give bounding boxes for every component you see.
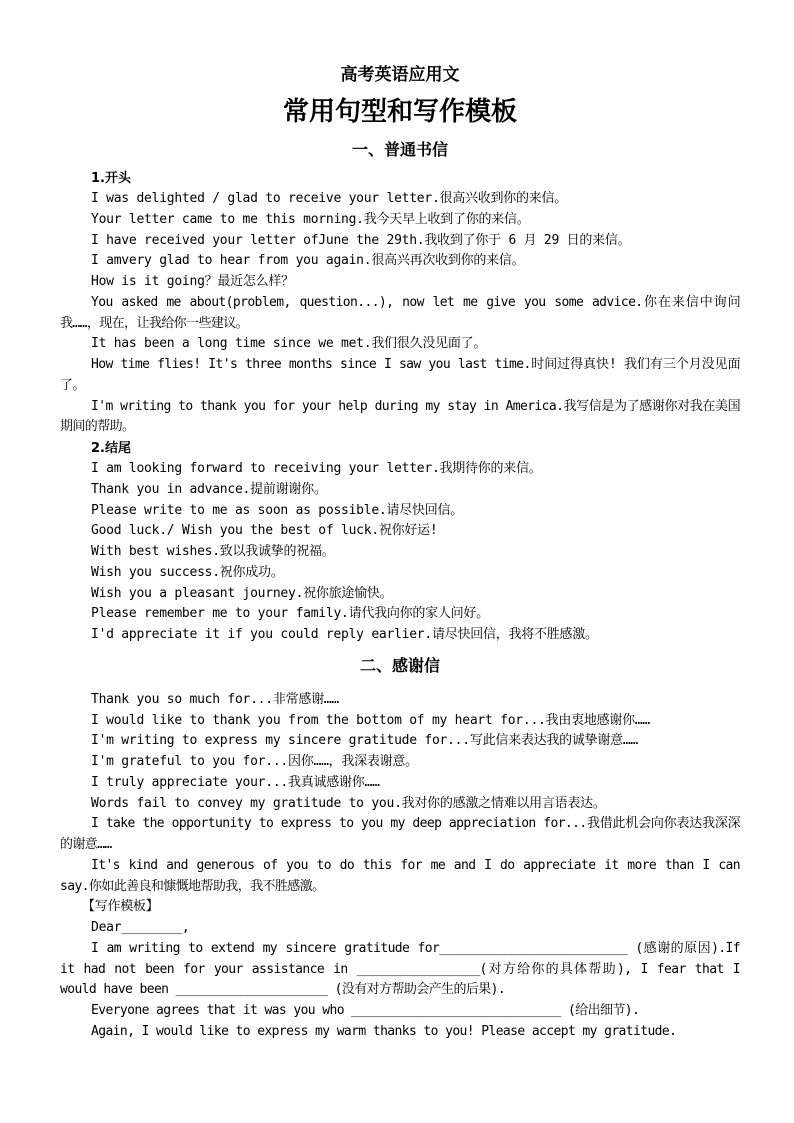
thanks-line: I take the opportunity to express to you my deep appreciation for...我借此机会向你表达我深深的谢意…… xyxy=(60,816,740,852)
thanks-line: I truly appreciate your...我真诚感谢你…… xyxy=(91,774,380,790)
thanks-line: It's kind and generous of you to do this for me and I do appreciate it more than I can say.你如此善良和慷慨地帮助我，我不胜感激。 xyxy=(60,857,740,894)
template-line: Again, I would like to express my warm thanks to you! Please accept my gratitude. xyxy=(91,1023,677,1039)
opening-line: You asked me about(problem, question...), now let me give you some advice.你在来信中询问我……，现在，让我给你一些建议。 xyxy=(60,294,740,331)
closing-line: I am looking forward to receiving your letter.我期待你的来信。 xyxy=(91,461,542,476)
closing-line: Wish you success.祝你成功。 xyxy=(91,564,284,580)
closing-line: Wish you a pleasant journey.祝你旅途愉快。 xyxy=(91,585,393,601)
closing-line: Thank you in advance.提前谢谢你。 xyxy=(91,481,327,497)
template-line: Dear________, xyxy=(91,920,190,935)
thanks-line: Thank you so much for...非常感谢…… xyxy=(91,691,339,707)
closing-line: I'd appreciate it if you could reply earlier.请尽快回信，我将不胜感激。 xyxy=(91,627,598,642)
opening-line: I have received your letter ofJune the 29th.我收到了你于 6 月 29 日的来信。 xyxy=(91,232,631,248)
closing-line: Please write to me as soon as possible.请尽快回信。 xyxy=(91,502,463,518)
closing-line: Please remember me to your family.请代我向你的家人问好。 xyxy=(91,606,489,622)
thanks-line: I would like to thank you from the bottom of my heart for...我由衷地感谢你…… xyxy=(91,712,651,728)
opening-line: Your letter came to me this morning.我今天早上收到了你的来信。 xyxy=(91,211,530,227)
subheading-closing: 2.结尾 xyxy=(91,441,131,456)
closing-line: With best wishes.致以我诚挚的祝福。 xyxy=(91,544,335,559)
opening-line: How is it going？最近怎么样？ xyxy=(91,274,294,289)
opening-line: It has been a long time since we met.我们很久没见面了。 xyxy=(91,336,487,352)
subheading-opening: 1.开头 xyxy=(91,171,131,186)
template-label: 【写作模板】 xyxy=(82,899,159,915)
opening-line: I was delighted / glad to receive your letter.很高兴收到你的来信。 xyxy=(91,191,568,206)
document-title: 常用句型和写作模板 xyxy=(282,97,517,127)
template-line: I am writing to extend my sincere gratitude for__________________________ (感谢的原因).If it had not been for your assistance in _________________(对方给你的具体帮助), I fear that I would have been _____________________ (没有对方帮助会产生的后果). xyxy=(60,940,740,998)
thanks-line: I'm writing to express my sincere gratitude for...写此信来表达我的诚挚谢意…… xyxy=(91,733,638,749)
opening-line: How time flies! It's three months since I saw you last time.时间过得真快! 我们有三个月没见面了。 xyxy=(60,357,740,393)
section-heading-letters: 一、普通书信 xyxy=(351,140,448,159)
closing-line: Good luck./ Wish you the best of luck.祝你好运! xyxy=(91,523,438,539)
opening-line: I amvery glad to hear from you again.很高兴再次收到你的来信。 xyxy=(91,253,525,269)
opening-line: I'm writing to thank you for your help during my stay in America.我写信是为了感谢你对我在美国期间的帮助。 xyxy=(60,398,740,435)
thanks-line: I'm grateful to you for...因你……，我深表谢意。 xyxy=(91,754,418,769)
section-heading-thanks: 二、感谢信 xyxy=(359,655,440,675)
document-kicker: 高考英语应用文 xyxy=(340,65,460,85)
document-page xyxy=(60,62,740,1043)
template-line: Everyone agrees that it was you who _____________________________ (给出细节). xyxy=(91,1003,640,1018)
thanks-line: Words fail to convey my gratitude to you.我对你的感激之情难以用言语表达。 xyxy=(91,795,606,811)
